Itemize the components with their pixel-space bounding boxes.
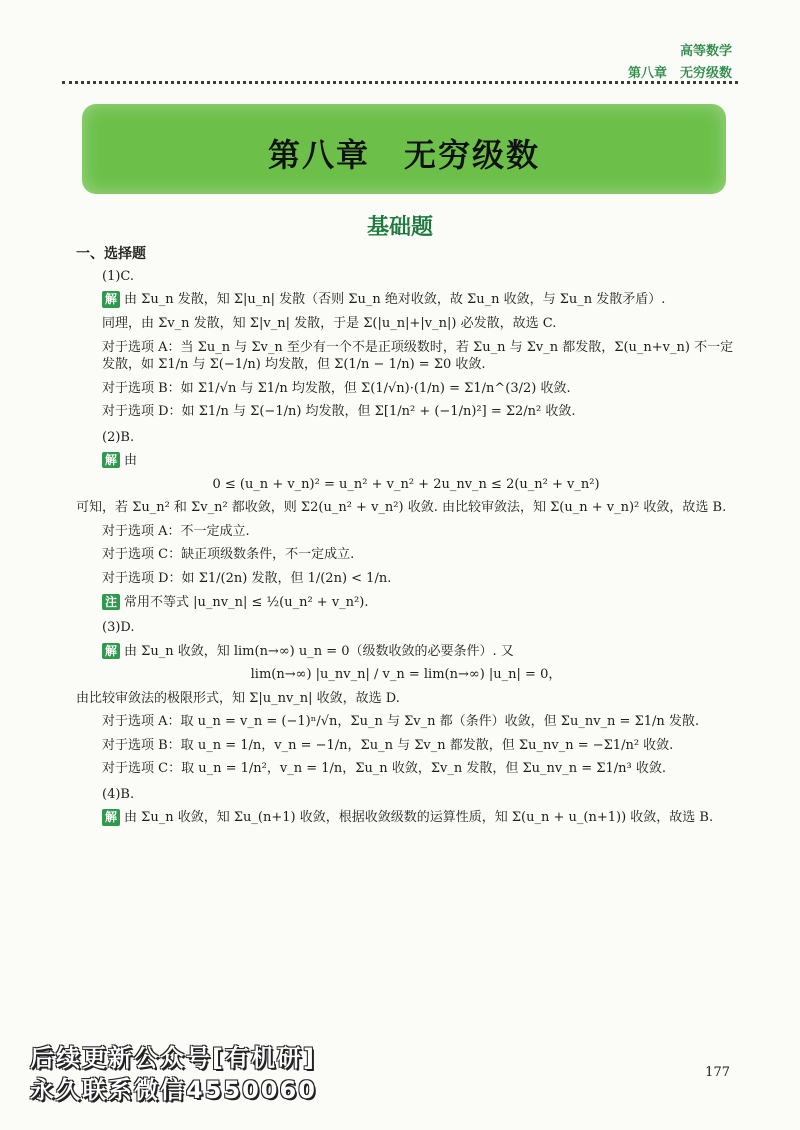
q3-answer: (3)D. [102, 620, 135, 636]
solution-tag: 解 [102, 291, 120, 307]
running-header [628, 40, 732, 81]
solution-tag: 解 [102, 643, 120, 659]
q1-line1: 由 Σu_n 发散，知 Σ|u_n| 发散（否则 Σu_n 绝对收敛，故 Σu_n 收敛，与 Σu_n 发散矛盾）. [124, 292, 666, 308]
q2-formula: 0 ≤ (u_n + v_n)² = u_n² + v_n² + 2u_nv_n ≤ 2(u_n² + v_n²) [212, 476, 600, 492]
book-title: 高等数学 [679, 44, 732, 59]
page-number: 177 [705, 1065, 730, 1080]
q3-solution [76, 643, 736, 661]
note-tag: 注 [102, 594, 120, 610]
q2-line3: 对于选项 A：不一定成立. [102, 523, 250, 539]
q4-line1: 由 Σu_n 收敛，知 Σu_(n+1) 收敛，根据收敛级数的运算性质，知 Σ(u_n + u_(n+1)) 收敛，故选 B. [124, 810, 714, 826]
q2-solution [76, 452, 736, 470]
chapter-label: 第八章 无穷级数 [627, 66, 732, 81]
q2-line2: 可知，若 Σu_n² 和 Σv_n² 都收敛，则 Σ2(u_n² + v_n²) 收敛. 由比较审敛法，知 Σ(u_n + v_n)² 收敛，故选 B. [76, 500, 727, 516]
solution-tag: 解 [102, 809, 120, 825]
q1-solution [76, 291, 736, 309]
chapter-title: 第八章 无穷级数 [267, 136, 540, 174]
watermark-line2: 永久联系微信4550060 [30, 1076, 317, 1104]
q2-line1: 由 [124, 453, 138, 469]
header-divider [62, 81, 738, 84]
q3-line4: 对于选项 B：取 u_n = 1/n，v_n = −1/n，Σu_n 与 Σv_n 都发散，但 Σu_nv_n = −Σ1/n² 收敛. [102, 737, 674, 753]
section-title: 基础题 [366, 215, 433, 240]
q3-line5: 对于选项 C：取 u_n = 1/n²，v_n = 1/n，Σu_n 收敛，Σv_n 发散，但 Σu_nv_n = Σ1/n³ 收敛. [102, 761, 666, 777]
q4-solution [76, 809, 736, 827]
q4-answer: (4)B. [102, 786, 135, 802]
q1-line4: 对于选项 B：如 Σ1/√n 与 Σ1/n 均发散，但 Σ(1/√n)·(1/n) = Σ1/n^(3/2) 收敛. [102, 380, 571, 396]
q1-line3: 对于选项 A：当 Σu_n 与 Σv_n 至少有一个不是正项级数时，若 Σu_n 与 Σv_n 都发散，Σ(u_n+v_n) 不一定发散，如 Σ1/n 与 Σ(−1/n) 均发散，但 Σ(1/n − 1/n) = Σ0 收敛. [102, 339, 734, 373]
q2-answer: (2)B. [102, 429, 135, 445]
q3-line1: 由 Σu_n 收敛，知 lim(n→∞) u_n = 0（级数收敛的必要条件）. 又 [124, 643, 514, 659]
solution-tag: 解 [102, 452, 120, 468]
q1-line5: 对于选项 D：如 Σ1/n 与 Σ(−1/n) 均发散，但 Σ[1/n² + (−1/n)²] = Σ2/n² 收敛. [102, 404, 576, 420]
solutions-content [76, 245, 736, 827]
q2-line5: 对于选项 D：如 Σ1/(2n) 发散，但 1/(2n) < 1/n. [102, 571, 392, 586]
q1-answer: (1)C. [102, 268, 135, 284]
q3-line3: 对于选项 A：取 u_n = v_n = (−1)ⁿ/√n，Σu_n 与 Σv_n 都（条件）收敛，但 Σu_nv_n = Σ1/n 发散. [102, 714, 700, 730]
q3-line2: 由比较审敛法的极限形式，知 Σ|u_nv_n| 收敛，故选 D. [76, 690, 400, 706]
part-heading: 一、选择题 [76, 246, 146, 262]
q2-line4: 对于选项 C：缺正项级数条件，不一定成立. [102, 547, 355, 563]
q3-formula: lim(n→∞) |u_nv_n| / v_n = lim(n→∞) |u_n| = 0， [250, 667, 562, 683]
watermark-line1: 后续更新公众号[有机研] [30, 1044, 316, 1072]
q2-note [76, 594, 736, 612]
q2-note-text: 常用不等式 |u_nv_n| ≤ ½(u_n² + v_n²). [124, 594, 369, 610]
chapter-banner [82, 104, 726, 194]
q1-line2: 同理，由 Σv_n 发散，知 Σ|v_n| 发散，于是 Σ(|u_n|+|v_n|) 必发散，故选 C. [102, 315, 557, 331]
